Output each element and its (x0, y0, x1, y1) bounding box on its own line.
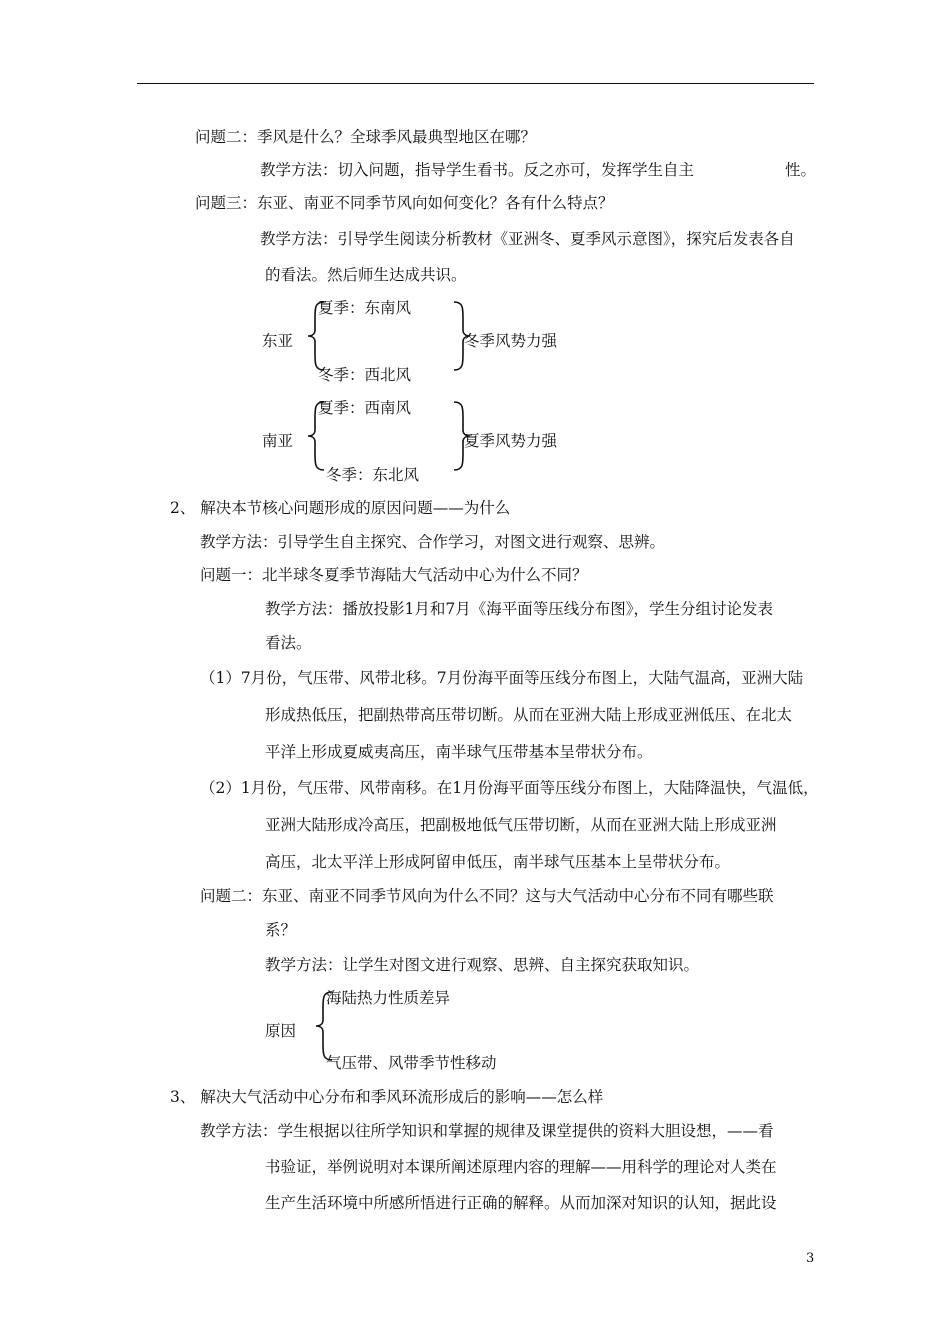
question-2-heading: 系？ (265, 921, 297, 939)
teaching-method-text: 的看法。然后师生达成共识。 (265, 266, 467, 284)
question-3-heading: 问题三：东亚、南亚不同季节风向如何变化？各有什么特点？ (195, 194, 614, 212)
header-rule (137, 83, 814, 84)
cause-label: 原因 (265, 1022, 297, 1040)
teaching-method-text: 教学方法：引导学生阅读分析教材《亚洲冬、夏季风示意图》，探究后发表各自 (260, 230, 795, 248)
teaching-method-text: 教学方法：播放投影1月和7月《海平面等压线分布图》，学生分组讨论发表 (265, 600, 773, 618)
cause-item: 海陆热力性质差异 (326, 989, 451, 1007)
region-label: 东亚 (262, 332, 294, 350)
teaching-method-text-tail: 性。 (785, 161, 817, 179)
teaching-method-text: 教学方法：学生根据以往所学知识和掌握的规律及课堂提供的资料大胆设想，——看 (200, 1122, 774, 1140)
winter-wind: 冬季：东北风 (326, 466, 420, 484)
question-2-heading: 问题二：东亚、南亚不同季节风向为什么不同？这与大气活动中心分布不同有哪些联 (200, 887, 774, 905)
teaching-method-text: 书验证，举例说明对本课所阐述原理内容的理解——用科学的理论对人类在 (265, 1158, 777, 1176)
winter-wind: 冬季：西北风 (318, 366, 412, 384)
question-1-heading: 问题一：北半球冬夏季节海陆大气活动中心为什么不同？ (200, 566, 588, 584)
paragraph-july: 形成热低压，把副热带高压带切断。从而在亚洲大陆上形成亚洲低压、在北太 (265, 706, 793, 724)
paragraph-july: 平洋上形成夏威夷高压，南半球气压带基本呈带状分布。 (265, 743, 653, 761)
teaching-method-text: 教学方法：引导学生自主探究、合作学习，对图文进行观察、思辨。 (200, 533, 666, 551)
paragraph-january: （2）1月份，气压带、风带南移。在1月份海平面等压线分布图上，大陆降温快，气温低， (200, 779, 819, 797)
paragraph-july: （1）7月份，气压带、风带北移。7月份海平面等压线分布图上，大陆气温高，亚洲大陆 (200, 669, 804, 687)
conclusion-label: 夏季风势力强 (464, 432, 558, 450)
summer-wind: 夏季：东南风 (318, 299, 412, 317)
cause-item: 气压带、风带季节性移动 (326, 1054, 497, 1072)
paragraph-january: 亚洲大陆形成冷高压，把副极地低气压带切断，从而在亚洲大陆上形成亚洲 (265, 816, 777, 834)
teaching-method-text: 生产生活环境中所感所悟进行正确的解释。从而加深对知识的认知，据此设 (265, 1194, 777, 1212)
section-3-heading: 3、 解决大气活动中心分布和季风环流形成后的影响——怎么样 (170, 1088, 604, 1106)
teaching-method-text: 教学方法：切入问题，指导学生看书。反之亦可，发挥学生自主 (260, 161, 695, 179)
summer-wind: 夏季：西南风 (318, 399, 412, 417)
conclusion-label: 冬季风势力强 (464, 332, 558, 350)
teaching-method-text: 教学方法：让学生对图文进行观察、思辨、自主探究获取知识。 (265, 956, 700, 974)
teaching-method-text: 看法。 (265, 634, 312, 652)
paragraph-january: 高压，北太平洋上形成阿留申低压，南半球气压基本上呈带状分布。 (265, 853, 731, 871)
section-2-heading: 2、 解决本节核心问题形成的原因问题——为什么 (170, 499, 511, 517)
region-label: 南亚 (262, 432, 294, 450)
page-number: 3 (806, 1251, 815, 1266)
question-2-heading: 问题二：季风是什么？全球季风最典型地区在哪？ (195, 128, 537, 146)
